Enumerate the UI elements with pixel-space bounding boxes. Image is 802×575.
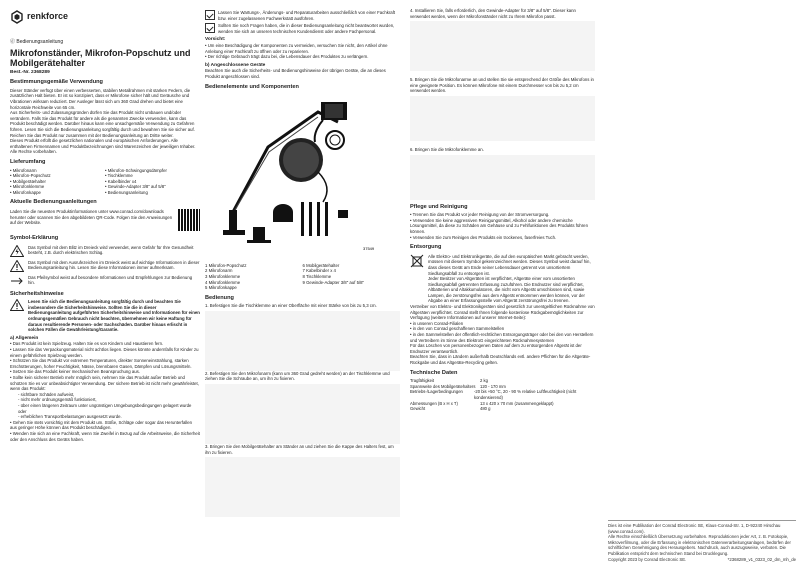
manual-label: ⓓ Bedienungsanleitung <box>10 39 64 45</box>
order-number: Best.-Nr. 2368289 <box>10 69 50 75</box>
caution-list <box>205 43 400 60</box>
disposal-text-3: Vertreiber von Elektro- und Elektronikgeräten sind gesetzlich zur unentgeltlichen Rücknahme von Altgeräten verpflichtet. Conrad stellt Ihnen folgende kostenlose Rückgabemöglichkeiten zur Verfügung (weitere Informationen auf unserer Internet-Seite): <box>410 304 595 321</box>
tech-value: 480 g <box>480 406 491 412</box>
checkmark-icon <box>205 10 215 20</box>
pop-filter-icon <box>279 138 327 202</box>
caution-title: Vorsicht: <box>205 37 226 43</box>
safety-warning <box>10 299 200 333</box>
footer-bottom <box>608 557 796 563</box>
list-item: • Mikrofon-Popschutz <box>10 173 105 179</box>
list-item: • Kabelbinder x4 <box>105 179 200 185</box>
step-4-illustration <box>410 21 595 71</box>
connected-title: b) Angeschlossene Geräte <box>205 62 266 68</box>
symbol-row <box>10 275 200 287</box>
parts-item <box>303 285 401 291</box>
cable-ties-icon <box>301 202 328 236</box>
disposal-list <box>410 321 595 343</box>
table-row <box>410 406 595 412</box>
parts-item: 9 Gewinde-Adapter 3/8" auf 5/8" <box>302 279 365 285</box>
operation-title: Bedienung <box>205 294 234 301</box>
check-text: Sollten Sie noch Fragen haben, die in dieser Bedienungsanleitung nicht beantwortet wurden, wenden Sie sich an unseren technischen Kundendienst oder andere Fachpersonal. <box>218 23 395 34</box>
tech-key: Gewicht <box>410 406 426 412</box>
renkforce-logo-icon <box>10 10 24 24</box>
connected-text: Beachten Sie auch die Sicherheits- und Bedienungshinweise der übrigen Geräte, die an dieses Produkt angeschlossen sind. <box>205 68 386 79</box>
safety-warning-text: Lesen Sie sich die Bedienungsanleitung sorgfältig durch und beachten Sie insbesondere die Sicherheitshinweise. Sollten Sie die in dieser Bedienungsanleitung aufgeführten Sicherheitshinweise und Informationen für einen ordnungsgemäßen Gebrauch nicht beachten, übernehmen wir keine Haftung für daraus resultierende Personen- oder Sachschäden. Darüber hinaus erlischt in solchen Fällen die Gewährleistung/Garantie. <box>28 299 200 333</box>
crossed-bin-icon <box>410 254 424 268</box>
tech-key: Tragfähigkeit <box>410 378 435 384</box>
list-item: - über einen längeren Zeitraum unter ungünstigen Umgebungsbedingungen gelagert wurde oder <box>18 402 192 414</box>
step-1-illustration <box>205 311 400 371</box>
footer-line-2: Alle Rechte einschließlich Übersetzung vorbehalten. Reproduktionen jeder Art, z. B. Fotokopie, Mikroverfilmung, oder die Erfassung in elektronischen Datenverarbeitungsanlagen, bedürfen der schriftlichen Genehmigung des Herausgebers. Nachdruck, auch auszugsweise, verboten. Die Publikation entspricht dem technischen Stand bei Drucklegung. <box>608 534 791 556</box>
tech-value: 2 kg <box>480 378 488 384</box>
updates-text: Laden Sie die neuesten Produktinformationen unter www.conrad.com/downloads herunter oder scannen Sie den abgebildeten QR-Code. Folgen Sie den Anweisungen auf der Website. <box>10 209 173 226</box>
disposal-row <box>410 254 595 276</box>
disposal-text-5: Beachten Sie, dass in Ländern außerhalb Deutschlands evtl. andere Pflichten für die Altgeräte-Rückgabe und das Altgeräte-Recycling gelten. <box>410 354 591 365</box>
parts-item: 7 Kabelbinder x 4 <box>302 268 336 274</box>
brand-name: renkforce <box>27 11 69 22</box>
list-item: • Sollte kein sicherer Betrieb mehr möglich sein, nehmen Sie das Produkt außer Betrieb und schützen Sie es vor unbeabsichtigter Verwendung. Der sichere Betrieb ist nicht mehr gewährleistet, wenn das Produkt: <box>10 375 200 392</box>
general-list-2 <box>10 420 200 442</box>
tech-key: Abmessungen (B x H x T) <box>410 400 458 406</box>
list-item: - sichtbare Schäden aufweist, <box>18 391 75 397</box>
care-title: Pflege und Reinigung <box>410 203 468 210</box>
components-illustration <box>223 92 383 257</box>
tech-value: 120 - 170 mm <box>480 383 506 389</box>
list-item: • Bedienungsanleitung <box>105 190 200 196</box>
list-item: • Um eine Beschädigung der Komponenten zu vermeiden, versuchen Sie nicht, den Artikel ohne Anleitung einer Fachkraft zu öffnen oder zu reparieren. <box>205 43 400 54</box>
step-6: 6. Bringen Sie die Mikrofonklemme an. <box>410 146 484 152</box>
delivery-list <box>10 168 200 196</box>
list-item: • Mobilgerätehalter <box>10 179 105 185</box>
general-title: a) Allgemein <box>10 335 39 341</box>
list-item: • Schützen Sie das Produkt vor extremen Temperaturen, direkter Sonneneinstrahlung, starken Erschütterungen, hoher Feuchtigkeit, Nässe, brennbaren Gasen, Dämpfen und Lösungsmitteln. <box>10 358 200 369</box>
checkmark-icon <box>205 23 215 33</box>
step-4: 4. Installieren Sie, falls erforderlich, den Gewinde-Adapter für 3/8" auf 5/8". Dieser kann verwendet werden, wenn der Mikrofonständer nicht zu Ihrem Mikrofon passt. <box>410 8 576 19</box>
list-item: • Gewinde-Adapter 3/8" auf 5/8" <box>105 184 200 190</box>
symbol-row <box>10 245 200 257</box>
symbols-title: Symbol-Erklärung <box>10 235 59 242</box>
list-item: • Mikrofonarm <box>10 168 105 174</box>
column-2 <box>205 8 400 575</box>
shock-mount-icon <box>326 131 344 149</box>
disposal-text-4: Für das Löschen von personenbezogenen Daten auf dem zu entsorgenden Altgerät ist der Endnutzer verantwortlich. <box>410 343 582 354</box>
exclamation-warning-icon <box>10 260 24 272</box>
list-item: • in den Sammelstellen der öffentlich-rechtlichen Entsorgungsträger oder bei den von Herstellern und Vertreibern im Sinne des ElektroG eingerichteten Rücknahmesystemen <box>410 332 595 343</box>
column-3 <box>410 8 595 575</box>
list-item: • Das Produkt ist kein Spielzeug. Halten Sie es von Kindern und Haustieren fern. <box>10 341 200 347</box>
parts-item: 2 Mikrofonarm <box>205 268 233 274</box>
list-item: - erheblichen Transportbelastungen ausgesetzt wurde. <box>18 414 122 420</box>
table-row <box>410 389 595 400</box>
brand-logo <box>10 8 200 26</box>
list-item: • Lassen Sie das Verpackungsmaterial nicht achtlos liegen. Dieses könnte andernfalls für Kinder zu einem gefährlichen Spielzeug werden. <box>10 347 200 358</box>
table-clamp-icon <box>247 227 271 243</box>
list-item: • Verwenden Sie zum Reinigen des Produkts ein trockenes, faserfreies Tuch. <box>410 235 595 241</box>
use-title: Bestimmungsgemäße Verwendung <box>10 79 103 86</box>
list-item: - nicht mehr ordnungsgemäß funktioniert, <box>18 397 97 403</box>
parts-item: 1 Mikrofon-Popschutz <box>205 262 247 268</box>
footer-line-1: Dies ist eine Publikation der Conrad Electronic SE, Klaus-Conrad-Str. 1, D-92240 Hirschau (www.conrad.com). <box>608 523 781 534</box>
updates-row <box>10 209 200 231</box>
list-item: • Wenden Sie sich an eine Fachkraft, wenn Sie Zweifel in Bezug auf die Arbeitsweise, die Sicherheit oder den Anschluss des Geräts haben. <box>10 431 200 442</box>
lightning-warning-icon <box>10 245 24 257</box>
tech-table <box>410 378 595 412</box>
symbol-text-2: Das Symbol mit dem Ausrufezeichen im Dreieck weist auf wichtige Informationen in dieser Bedienungsanleitung hin. Lesen Sie diese Informationen immer aufmerksam. <box>28 259 200 271</box>
figure-number: 37549 <box>363 246 375 252</box>
tech-value: 13 x 420 x 70 mm (zusammengeklappt) <box>480 400 554 406</box>
use-text: Dieser Ständer verfügt über einen verbesserten, stabilen Metallrahmen mit starken Federn, die zusätzlichen Halt bieten. Er ist so konzipiert, dass er Mikrofone sicher hält und Geräusche und Vibrationen wirksam reduziert. Der Ausleger lässt sich um 360 Grad drehen und bietet eine horizontale Reichweite von 65 cm. <box>10 87 191 110</box>
tech-key: Spannweite des Mobilgerätehalters <box>410 383 476 389</box>
list-item: • in den von Conrad geschaffenen Sammelstellen <box>410 326 595 332</box>
list-item: • Mikrofonklemme <box>10 184 105 190</box>
list-item: • Der richtige Gebrauch trägt dazu bei, die Lebensdauer des Produktes zu verlängern. <box>205 54 400 60</box>
care-list <box>410 212 595 240</box>
parts-item: 6 Mobilgerätehalter <box>302 262 340 268</box>
tech-value: -20 bis +50 °C, 20 - 90 % relative Luftfeuchtigkeit (nicht kondensierend) <box>473 389 577 400</box>
disposal-title: Entsorgung <box>410 244 442 251</box>
manual-text: Bedienungsanleitung <box>16 39 64 45</box>
doc-code: *2368289_v1_0323_02_dm_mh_de <box>727 556 796 562</box>
symbol-text-3: Das Pfeilsymbol weist auf besondere Informationen und Empfehlungen zur Bedienung hin. <box>28 274 193 286</box>
list-item: • Setzen Sie das Produkt keiner mechanischen Beanspruchung aus. <box>10 369 200 375</box>
updates-title: Aktuelle Bedienungsanleitungen <box>10 199 97 206</box>
step-5-illustration <box>410 96 595 141</box>
parts-list <box>205 263 400 291</box>
step-6-illustration <box>410 155 595 200</box>
disposal-text-2: Jeder Besitzer von Altgeräten ist verpflichtet, Altgeräte einer vom unsortierten Siedlungsabfall getrennten Erfassung zuzuführen. Die Endnutzer sind verpflichtet, Altbatterien und Altakkumulatoren, die nicht vom Altgerät umschlossen sind, sowie Lampen, die zerstörungsfrei aus dem Altgerät entnommen werden können, vor der Abgabe an einer Erfassungsstelle vom Altgerät zerstörungsfrei zu trennen. <box>428 276 585 304</box>
doc-title: Mikrofonständer, Mikrofon-Popschutz und Mobilgerätehalter <box>10 47 191 68</box>
qr-code-icon[interactable] <box>178 209 200 231</box>
symbol-text-1: Das Symbol mit dem Blitz im Dreieck wird verwendet, wenn Gefahr für Ihre Gesundheit besteht, z.B. durch elektrischen Schlag. <box>28 244 194 256</box>
parts-item: 5 Mikrofonkappe <box>205 285 237 291</box>
list-item: • Verwenden Sie keine aggressiven Reinigungsmittel, Alkohol oder andere chemische Lösungsmittel, da diese zu Schäden am Gehäuse und zu Fehlfunktionen des Produkts führen können. <box>410 218 595 235</box>
check-text: Lassen Sie Wartungs-, Änderungs- und Reparaturarbeiten ausschließlich von einer Fachkraft bzw. einer zugelassenen Fachwerkstatt ausführen. <box>218 10 396 21</box>
use-text-3: Dieses Produkt erfüllt die gesetzlichen nationalen und europäischen Anforderungen. Alle enthaltenen Firmennamen und Produktbezeichnungen sind Warenzeichen der jeweiligen Inhaber. Alle Rechte vorbehalten. <box>10 138 196 155</box>
parts-item: 3 Mikrofonklemme <box>205 273 241 279</box>
imprint-footer <box>608 520 796 562</box>
exclamation-warning-icon <box>10 299 24 311</box>
parts-item: 4 Mikrofonklemme <box>205 279 241 285</box>
copyright: Copyright 2023 by Conrad Electronic SE. <box>608 556 687 562</box>
disposal-text: Alle Elektro- und Elektronikgeräte, die auf den europäischen Markt gebracht werden, müssen mit diesem Symbol gekennzeichnet werden. Dieses Symbol weist darauf hin, dass dieses Gerät am Ende seiner Lebensdauer getrennt von unsortiertem Siedlungsabfall zu entsorgen ist. <box>428 253 591 276</box>
thread-adapter-icon <box>338 210 348 218</box>
step-2: 2. Befestigen Sie den Mikrofonarm (kann um 360 Grad gedreht werden) an der Tischklemme und ziehen Sie die Schraube an, um ihn zu fixieren. <box>205 370 390 382</box>
list-item: • Mikrofon-Schwingungsdämpfer <box>105 168 200 174</box>
general-list <box>10 341 200 391</box>
step-3: 3. Bringen Sie den Mobilgerätehalter am Ständer an und ziehen Sie die Kappe des Halters fest, um ihn zu fixieren. <box>205 444 394 455</box>
check-item <box>205 10 400 21</box>
general-sub-list <box>10 392 200 420</box>
column-1 <box>10 8 200 575</box>
safety-title: Sicherheitshinweise <box>10 290 64 297</box>
list-item: • in unseren Conrad-Filialen <box>410 321 595 327</box>
tech-key: Betriebs-/Lagerbedingungen <box>410 389 463 395</box>
windscreen-icon <box>273 204 293 222</box>
use-text-2: Aus Sicherheits- und Zulassungsgründen dürfen Sie das Produkt nicht umbauen und/oder verändern. Falls Sie das Produkt für andere als die genannten Zwecke verwenden, kann das Produkt beschädigt werden. Darüber hinaus kann eine unsachgemäße Verwendung zu Gefahren führen. Lesen Sie sich die Bedienungsanleitung sorgfältig durch und bewahren Sie sie sicher auf. Reichen Sie das Produkt nur zusammen mit der Bedienungsanleitung an Dritte weiter. <box>10 110 195 138</box>
parts-title: Bedienelemente und Komponenten <box>205 83 299 90</box>
list-item: • Tischklemme <box>105 173 200 179</box>
delivery-title: Lieferumfang <box>10 158 46 165</box>
step-1: 1. Befestigen Sie die Tischklemme an einer Oberfläche mit einer Stärke von bis zu 5,3 cm. <box>205 303 377 309</box>
list-item: • Gehen Sie stets vorsichtig mit dem Produkt um. Stöße, Schläge oder sogar das Herunterfallen aus geringer Höhe können das Produkt beschädigen. <box>10 420 200 431</box>
tech-title: Technische Daten <box>410 369 458 376</box>
list-item: • Mikrofonkappe <box>10 190 105 196</box>
step-5: 5. Bringen Sie die Mikrofonarme an und stellen Sie sie entsprechend der Größe des Mikrofons in eine geeignete Position. Es können Mikrofone mit einem Durchmesser von bis zu 5,2 cm verwendet werden. <box>410 77 594 94</box>
check-item <box>205 23 400 34</box>
parts-item: 8 Tischklemme <box>302 273 332 279</box>
symbol-row <box>10 260 200 272</box>
arrow-right-icon <box>10 275 24 287</box>
list-item: • Trennen Sie das Produkt vor jeder Reinigung von der Stromversorgung. <box>410 212 595 218</box>
step-2-illustration <box>205 384 400 444</box>
step-3-illustration <box>205 457 400 517</box>
